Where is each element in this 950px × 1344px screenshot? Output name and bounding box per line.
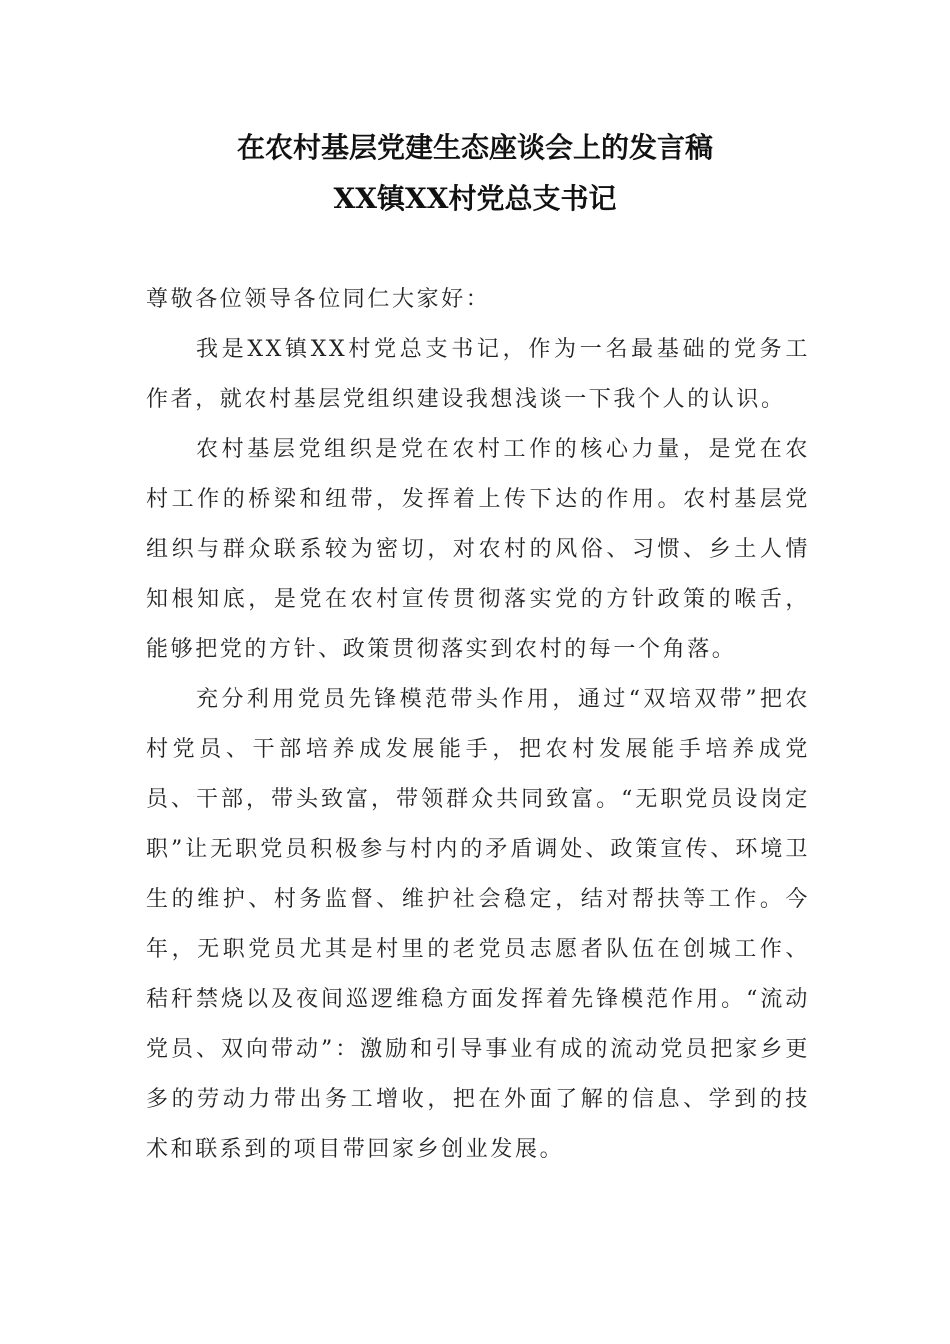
document-title: 在农村基层党建生态座谈会上的发言稿 [236, 131, 713, 164]
paragraph-1: 我是XX镇XX村党总支书记，作为一名最基础的党务工作者，就农村基层党组织建设我想浅谈一下我个人的认识。 [146, 337, 810, 412]
paragraph-2: 农村基层党组织是党在农村工作的核心力量，是党在农村工作的桥梁和纽带，发挥着上传下达的作用。农村基层党组织与群众联系较为密切，对农村的风俗、习惯、乡土人情知根知底，是党在农村宣传贯彻落实党的方针政策的喉舌，能够把党的方针、政策贯彻落实到农村的每一个角落。 [146, 437, 810, 662]
greeting: 尊敬各位领导各位同仁大家好： [146, 287, 491, 312]
document-body [146, 275, 810, 1175]
document-subtitle: XX镇XX村党总支书记 [333, 182, 617, 215]
paragraph-3: 充分利用党员先锋模范带头作用，通过“双培双带”把农村党员、干部培养成发展能手，把农村发展能手培养成党员、干部，带头致富，带领群众共同致富。“无职党员设岗定职”让无职党员积极参与村内的矛盾调处、政策宣传、环境卫生的维护、村务监督、维护社会稳定，结对帮扶等工作。今年，无职党员尤其是村里的老党员志愿者队伍在创城工作、秸秆禁烧以及夜间巡逻维稳方面发挥着先锋模范作用。“流动党员、双向带动”：激励和引导事业有成的流动党员把家乡更多的劳动力带出务工增收，把在外面了解的信息、学到的技术和联系到的项目带回家乡创业发展。 [146, 687, 810, 1162]
